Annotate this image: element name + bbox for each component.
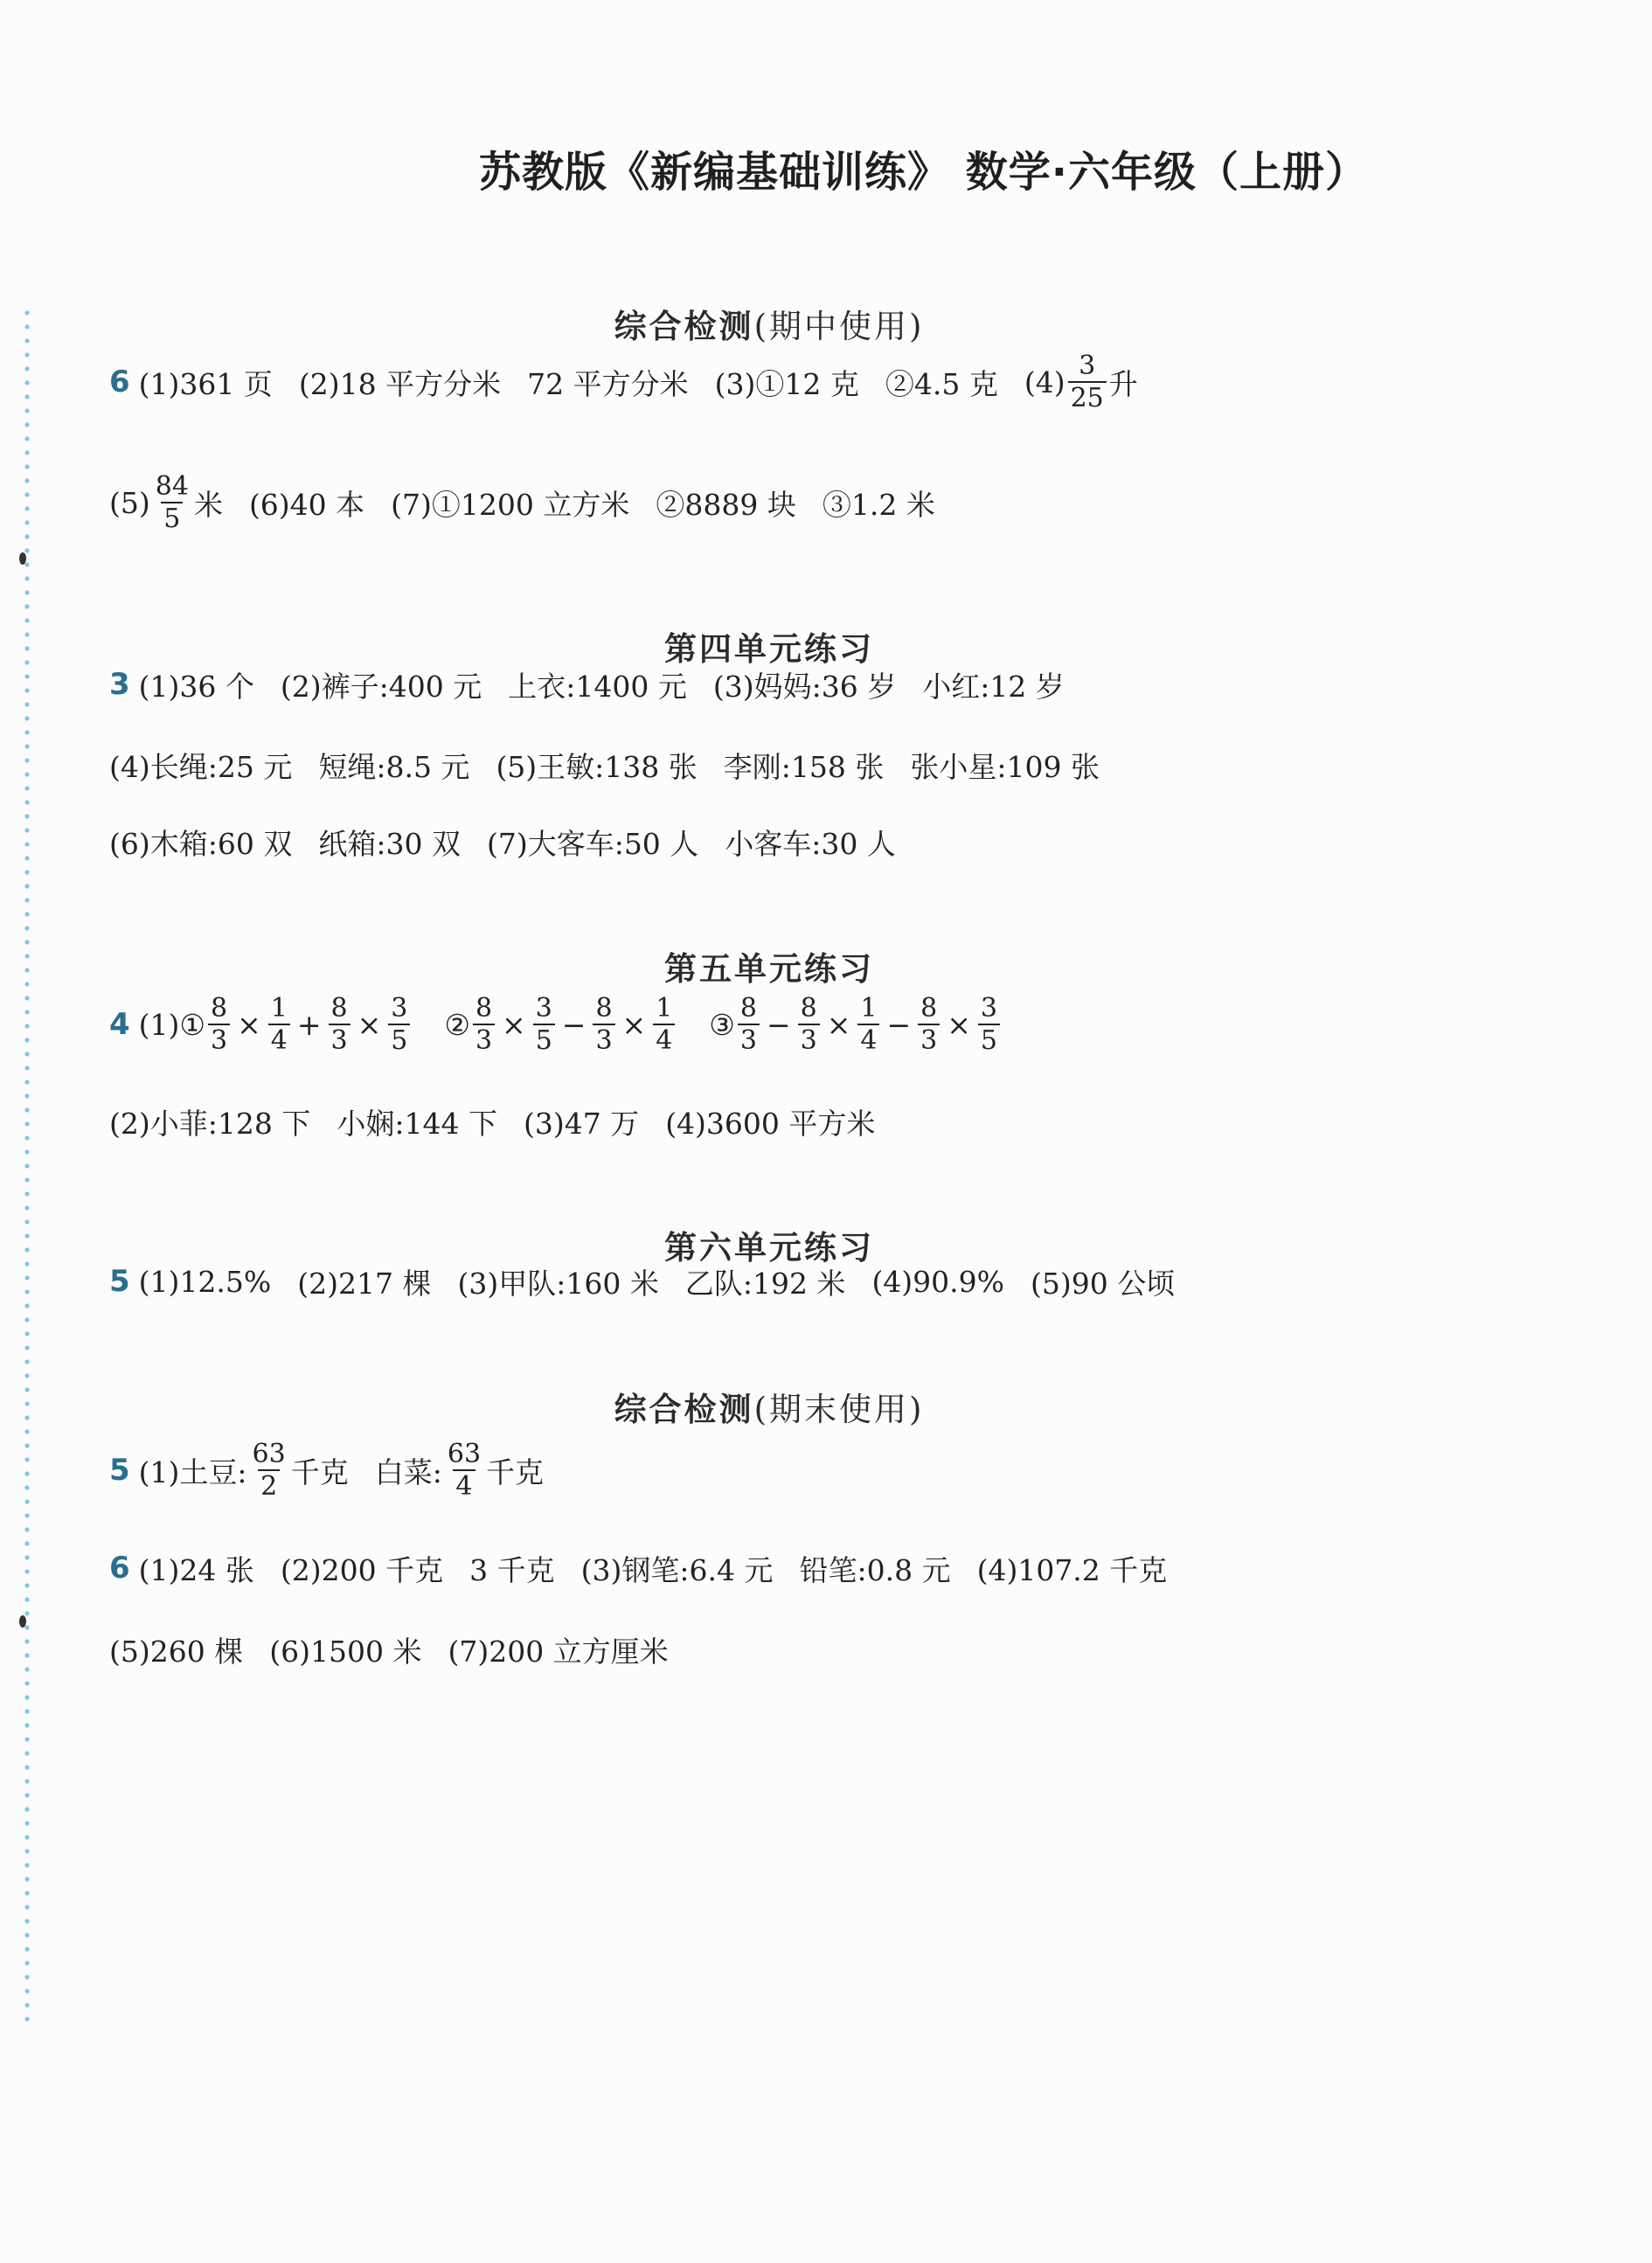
operator: × (237, 1007, 261, 1042)
answer-item (524, 1101, 639, 1142)
answer-line (109, 981, 1034, 1068)
section-title-text: 综合检测 (614, 308, 754, 345)
answer-text: (4)107.2 千克 (976, 1552, 1168, 1587)
section-title-note: (期末使用) (753, 1391, 925, 1428)
fraction (533, 992, 555, 1056)
fraction-numerator: 63 (447, 1438, 482, 1469)
answer-text: (4)3600 平方米 (665, 1106, 876, 1141)
fraction (268, 992, 290, 1056)
answer-unit: 升 (1108, 366, 1138, 401)
operator: × (826, 1007, 851, 1042)
answer-line (109, 459, 961, 546)
answer-text: (6)40 本 (248, 487, 365, 522)
question-number: 5 (109, 1264, 130, 1299)
answer-text: (2)200 千克 (280, 1552, 444, 1587)
fraction-denominator: 5 (388, 1024, 410, 1055)
fraction-denominator: 5 (533, 1024, 555, 1055)
fraction-denominator: 3 (208, 1024, 230, 1055)
answer-item (508, 664, 687, 705)
answer-text: (4)90.9% (871, 1264, 1005, 1299)
answer-item (139, 362, 273, 403)
answer-line (109, 338, 1164, 426)
answer-item (469, 1548, 555, 1589)
answer-text: 小客车:30 人 (725, 826, 896, 861)
fraction-denominator: 5 (161, 502, 183, 533)
answer-item (337, 1101, 497, 1142)
answer-item (139, 1440, 349, 1501)
fraction (208, 992, 230, 1056)
answer-item (799, 1548, 950, 1589)
answer-item (885, 362, 998, 403)
answer-text: (3)钢笔:6.4 元 (580, 1552, 774, 1587)
answer-unit: 千克 (290, 1454, 349, 1489)
fraction (593, 992, 614, 1056)
fraction (250, 1440, 288, 1501)
answer-item (109, 822, 292, 863)
fraction (857, 992, 879, 1056)
fraction-denominator: 4 (857, 1024, 879, 1055)
question-number: 4 (109, 1007, 130, 1042)
fraction-numerator: 8 (475, 992, 493, 1024)
fraction (445, 1440, 483, 1501)
answer-item (977, 1548, 1168, 1589)
answer-item (281, 664, 482, 705)
answer-item (910, 745, 1100, 786)
answer-item (281, 1548, 443, 1589)
fraction-numerator: 8 (211, 992, 228, 1024)
answer-text: (7)200 立方厘米 (448, 1634, 669, 1669)
fraction-denominator: 5 (978, 1024, 1000, 1055)
answer-item (715, 362, 859, 403)
answer-text: (3)妈妈:36 岁 (712, 669, 897, 704)
answer-line (109, 721, 1126, 809)
fraction-numerator: 3 (535, 992, 552, 1024)
operator: × (947, 1007, 971, 1042)
answer-item (496, 745, 697, 786)
answer-text: 张小星:109 张 (910, 749, 1100, 784)
fraction-numerator: 8 (330, 992, 348, 1024)
fraction-numerator: 8 (739, 992, 757, 1024)
fraction (738, 992, 760, 1056)
answer-unit: 千克 (486, 1454, 545, 1489)
question-number: 6 (109, 364, 130, 399)
answer-item (457, 1261, 658, 1302)
answer-line (109, 1427, 570, 1514)
fraction (918, 992, 940, 1056)
expression (709, 992, 1003, 1056)
answer-text: (7)大客车:50 人 (486, 826, 699, 861)
answer-text: 乙队:192 米 (684, 1266, 846, 1301)
answer-text: (1)361 页 (138, 366, 273, 401)
fraction (653, 992, 675, 1056)
answer-item (448, 1629, 668, 1670)
fraction-denominator: 3 (798, 1024, 820, 1055)
answer-item (391, 482, 629, 524)
binding-mark (19, 1615, 26, 1628)
fraction-numerator: 8 (800, 992, 817, 1024)
fraction-denominator: 4 (653, 1024, 675, 1055)
section-title-text: 第六单元练习 (664, 1229, 874, 1267)
answer-item (139, 1548, 254, 1589)
question-number: 5 (109, 1453, 130, 1488)
answer-text: (2)217 棵 (297, 1266, 432, 1301)
fraction-numerator: 1 (270, 992, 288, 1024)
fraction-numerator: 1 (656, 992, 673, 1024)
answer-item (318, 745, 469, 786)
answer-text: 白菜: (374, 1454, 442, 1489)
section-title-text: 第四单元练习 (664, 630, 874, 668)
answer-item (109, 470, 223, 534)
fraction (329, 992, 351, 1056)
question-number: 6 (109, 1551, 130, 1586)
answer-item (685, 1261, 846, 1302)
answer-text: (2)小菲:128 下 (109, 1106, 311, 1141)
fraction (978, 992, 1000, 1056)
answer-item (299, 362, 501, 403)
answer-text: 72 平方分米 (527, 366, 689, 401)
answer-item (487, 822, 698, 863)
answer-text: (7)①1200 立方米 (391, 487, 630, 522)
answer-line (109, 641, 1091, 728)
section-title-text: 综合检测 (614, 1391, 754, 1428)
fraction-numerator: 8 (595, 992, 613, 1024)
answer-text: 小娴:144 下 (337, 1106, 497, 1141)
fraction-denominator: 25 (1068, 381, 1107, 413)
expression (138, 992, 413, 1056)
fraction-denominator: 3 (473, 1024, 495, 1055)
answer-text: 3 千克 (469, 1552, 555, 1587)
answer-text: (6)木箱:60 双 (109, 826, 293, 861)
fraction-denominator: 4 (453, 1469, 475, 1501)
answer-text: 李刚:158 张 (723, 749, 885, 784)
answer-item (375, 1440, 544, 1501)
answer-line (109, 1524, 1193, 1612)
answer-text: (2)裤子:400 元 (280, 669, 482, 704)
answer-text: 上衣:1400 元 (508, 669, 687, 704)
question-number: 3 (109, 667, 130, 702)
answer-item (318, 822, 461, 863)
operator: − (766, 1007, 791, 1042)
answer-text: (1)土豆: (138, 1454, 247, 1489)
fraction (798, 992, 820, 1056)
fraction-denominator: 4 (268, 1024, 290, 1055)
answer-item (1031, 1261, 1175, 1302)
answer-text: (5) (109, 485, 150, 520)
fraction-denominator: 3 (593, 1024, 614, 1055)
binding-mark (19, 552, 26, 565)
answer-item (713, 664, 896, 705)
operator: × (357, 1007, 382, 1042)
answer-line (109, 1606, 695, 1693)
binding-dots (23, 306, 31, 2028)
fraction-numerator: 1 (860, 992, 878, 1024)
answer-text: ②4.5 克 (885, 366, 998, 401)
answer-item (871, 1265, 1004, 1299)
answer-item (109, 745, 292, 786)
answer-item (249, 482, 364, 524)
answer-item (922, 664, 1065, 705)
answer-item (1024, 352, 1138, 413)
answer-text: (3)①12 克 (714, 366, 859, 401)
expression (444, 992, 677, 1056)
answer-text: ②8889 块 (656, 487, 796, 522)
operator: × (502, 1007, 526, 1042)
fraction-denominator: 3 (918, 1024, 940, 1055)
answer-text: (4)长绳:25 元 (109, 749, 293, 784)
operator: × (621, 1007, 647, 1042)
operator: − (886, 1007, 912, 1042)
answer-text: (5)王敏:138 张 (496, 749, 698, 784)
fraction (473, 992, 495, 1056)
answer-text: 纸箱:30 双 (318, 826, 461, 861)
answer-item (581, 1548, 774, 1589)
fraction-numerator: 3 (391, 992, 408, 1024)
answer-unit: 米 (193, 487, 223, 522)
operator: − (561, 1007, 587, 1042)
operator: + (296, 1007, 322, 1042)
fraction-numerator: 84 (155, 470, 189, 502)
answer-item (139, 664, 254, 705)
answer-line (109, 1238, 1201, 1325)
answer-text: (1)24 张 (138, 1552, 254, 1587)
section-title-text: 第五单元练习 (664, 950, 874, 988)
expression-label: ③ (709, 1007, 735, 1042)
answer-item (527, 362, 688, 403)
fraction-denominator: 3 (329, 1024, 351, 1055)
answer-text: (3)甲队:160 米 (457, 1266, 659, 1301)
answer-item (725, 822, 896, 863)
fraction (1068, 352, 1107, 413)
answer-item (109, 1101, 310, 1142)
answer-item (656, 482, 795, 524)
answer-line (109, 1078, 901, 1165)
answer-item (139, 1265, 272, 1299)
expression-label: ② (444, 1007, 470, 1042)
answer-item (665, 1101, 875, 1142)
fraction-numerator: 3 (980, 992, 997, 1024)
answer-text: 短绳:8.5 元 (318, 749, 470, 784)
fraction-numerator: 3 (1079, 350, 1096, 381)
section-title-note: (期中使用) (753, 308, 925, 345)
answer-item (269, 1629, 421, 1670)
fraction-numerator: 8 (920, 992, 938, 1024)
answer-text: (2)18 平方分米 (298, 366, 502, 401)
answer-item (297, 1261, 431, 1302)
answer-text: ③1.2 米 (822, 487, 935, 522)
page-title: 苏教版《新编基础训练》 数学·六年级（上册） (479, 148, 1368, 197)
fraction-denominator: 3 (738, 1024, 760, 1055)
section-title (0, 1383, 1538, 1430)
fraction (153, 470, 191, 534)
answer-text: (4) (1024, 364, 1065, 399)
answer-text: (3)47 万 (523, 1106, 640, 1141)
answer-text: (1)36 个 (138, 669, 254, 704)
answer-text: 小红:12 岁 (922, 669, 1065, 704)
fraction-denominator: 2 (258, 1469, 280, 1501)
fraction-numerator: 63 (252, 1438, 286, 1469)
answer-text: 铅笔:0.8 元 (799, 1552, 951, 1587)
answer-text: (5)260 棵 (109, 1634, 244, 1669)
fraction (388, 992, 410, 1056)
answer-text: (1)12.5% (138, 1264, 272, 1299)
expression-label: (1)① (138, 1007, 206, 1042)
answer-item (823, 482, 935, 524)
answer-line (109, 798, 922, 885)
answer-text: (5)90 公顷 (1031, 1266, 1176, 1301)
answer-item (109, 1629, 243, 1670)
answer-text: (6)1500 米 (269, 1634, 422, 1669)
answer-item (724, 745, 885, 786)
